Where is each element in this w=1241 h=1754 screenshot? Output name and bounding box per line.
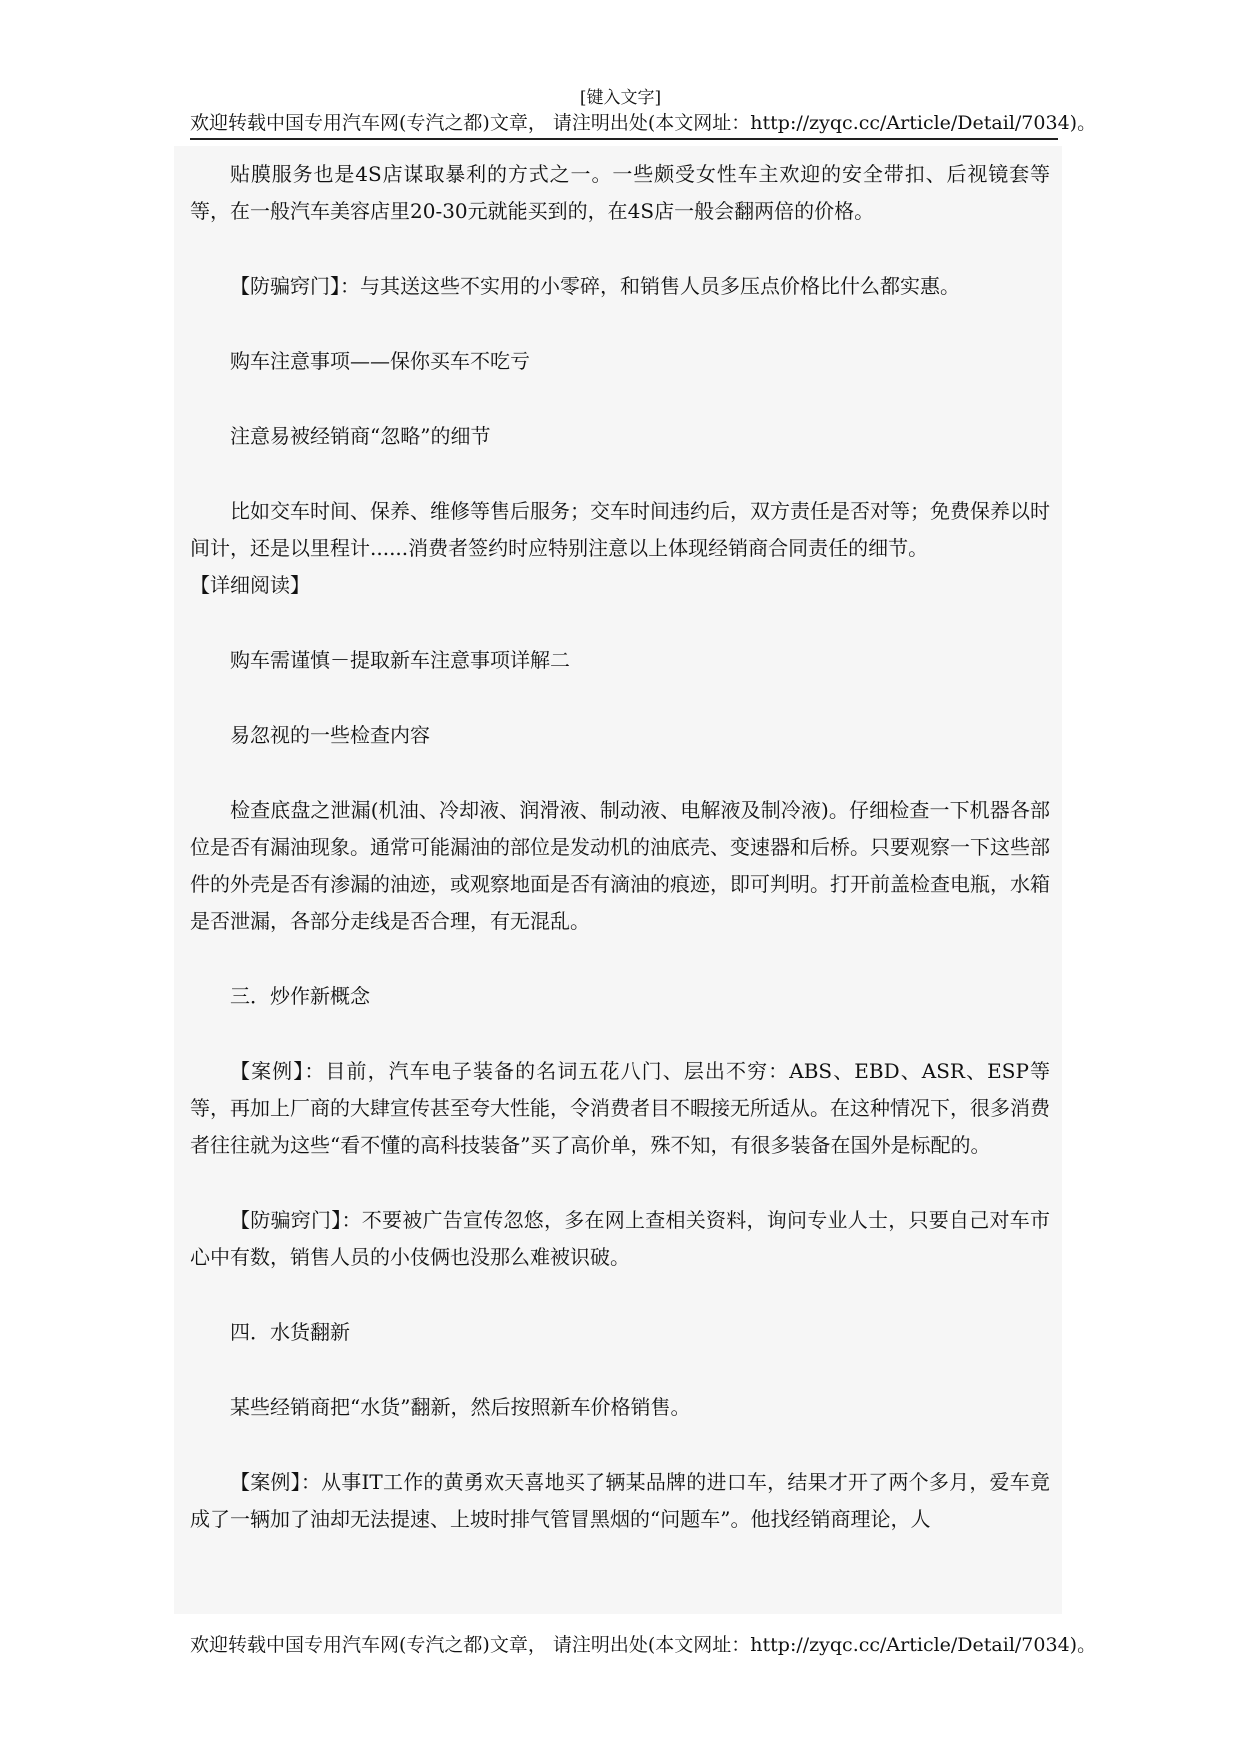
header-placeholder: [键入文字] bbox=[579, 88, 662, 108]
paragraph-tip-1: 【防骗窍门】：与其送这些不实用的小零碎，和销售人员多压点价格比什么都实惠。 bbox=[230, 274, 960, 298]
paragraph-heading-notes: 购车注意事项——保你买车不吃亏 bbox=[230, 349, 530, 373]
paragraph-delivery-details: 比如交车时间、保养、维修等售后服务；交车时间违约后，双方责任是否对等；免费保养以时间计，还是以里程计......消费者签约时应特别注意以上体现经销商合同责任的细节。 bbox=[190, 499, 1050, 560]
paragraph-film-service: 贴膜服务也是4S店谋取暴利的方式之一。一些颇受女性车主欢迎的安全带扣、后视镜套等等，在一般汽车美容店里20-30元就能买到的，在4S店一般会翻两倍的价格。 bbox=[190, 162, 1050, 223]
paragraph-case-electronics: 【案例】：目前，汽车电子装备的名词五花八门、层出不穷：ABS、EBD、ASR、ESP等等，再加上厂商的大肆宣传甚至夸大性能，令消费者目不暇接无所适从。在这种情况下，很多消费者往往就为这些“看不懂的高科技装备”买了高价单，殊不知，有很多装备在国外是标配的。 bbox=[190, 1059, 1050, 1157]
section-heading-3: 三．炒作新概念 bbox=[230, 984, 370, 1008]
paragraph-subheading-details: 注意易被经销商“忽略”的细节 bbox=[230, 424, 491, 448]
read-more-link[interactable]: 【详细阅读】 bbox=[190, 573, 310, 597]
paragraph-chassis-check: 检查底盘之泄漏(机油、冷却液、润滑液、制动液、电解液及制冷液)。仔细检查一下机器各部位是否有漏油现象。通常可能漏油的部位是发动机的油底壳、变速器和后桥。只要观察一下这些部件的外壳是否有渗漏的油迹，或观察地面是否有滴油的痕迹，即可判明。打开前盖检查电瓶，水箱是否泄漏，各部分走线是否合理，有无混乱。 bbox=[190, 798, 1050, 933]
article-body bbox=[174, 146, 1062, 1614]
paragraph-refurbished: 某些经销商把“水货”翻新，然后按照新车价格销售。 bbox=[230, 1395, 691, 1419]
header-notice: 欢迎转载中国专用汽车网(专汽之都)文章， 请注明出处(本文网址：http://zyqc.cc/Article/Detail/7034)。 bbox=[190, 110, 1058, 140]
paragraph-tip-2: 【防骗窍门】：不要被广告宣传忽悠，多在网上查相关资料，询问专业人士，只要自己对车市心中有数，销售人员的小伎俩也没那么难被识破。 bbox=[190, 1208, 1050, 1269]
paragraph-case-import: 【案例】：从事IT工作的黄勇欢天喜地买了辆某品牌的进口车，结果才开了两个多月，爱车竟成了一辆加了油却无法提速、上坡时排气管冒黑烟的“问题车”。他找经销商理论，人 bbox=[190, 1470, 1050, 1531]
section-heading-4: 四．水货翻新 bbox=[230, 1320, 350, 1344]
paragraph-heading-pickup: 购车需谨慎－提取新车注意事项详解二 bbox=[230, 648, 570, 672]
paragraph-subheading-checks: 易忽视的一些检查内容 bbox=[230, 723, 430, 747]
footer-notice: 欢迎转载中国专用汽车网(专汽之都)文章， 请注明出处(本文网址：http://zyqc.cc/Article/Detail/7034)。 bbox=[190, 1634, 1097, 1656]
